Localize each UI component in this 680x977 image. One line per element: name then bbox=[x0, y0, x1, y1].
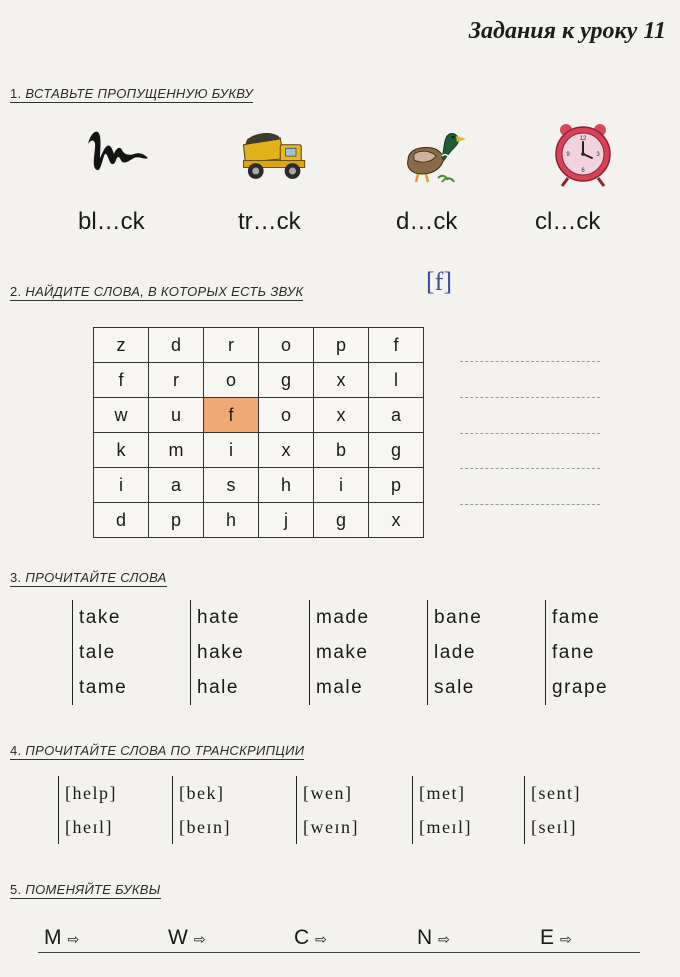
transcription-column bbox=[172, 776, 231, 844]
transcription: [wen] bbox=[303, 783, 353, 803]
word-black: bl…ck bbox=[78, 208, 145, 235]
arrow-right-icon: ⇨ bbox=[193, 931, 206, 947]
grid-cell: f bbox=[369, 328, 424, 363]
word: made bbox=[316, 607, 370, 628]
grid-cell: b bbox=[314, 433, 369, 468]
section-1-heading bbox=[10, 86, 253, 103]
arrow-right-icon: ⇨ bbox=[67, 931, 80, 947]
answer-line bbox=[460, 360, 600, 362]
transcription: [beɪn] bbox=[179, 817, 231, 837]
letter-item bbox=[44, 926, 79, 950]
section-2-heading bbox=[10, 284, 303, 301]
grid-cell: g bbox=[259, 363, 314, 398]
word-column bbox=[545, 600, 608, 705]
grid-cell: k bbox=[94, 433, 149, 468]
grid-row bbox=[94, 328, 424, 363]
grid-cell: f bbox=[94, 363, 149, 398]
grid-cell: i bbox=[94, 468, 149, 503]
word: sale bbox=[434, 677, 475, 698]
grid-cell: h bbox=[204, 503, 259, 538]
dump-truck-picture bbox=[240, 122, 310, 192]
word: grape bbox=[552, 677, 609, 698]
transcription: [meɪl] bbox=[419, 817, 472, 837]
grid-cell: o bbox=[259, 398, 314, 433]
word: tame bbox=[79, 677, 128, 698]
section-number: 2. bbox=[10, 284, 22, 299]
grid-row bbox=[94, 363, 424, 398]
letter-item bbox=[294, 926, 327, 950]
svg-text:6: 6 bbox=[581, 168, 585, 174]
word: bane bbox=[434, 607, 483, 628]
letter-grid bbox=[93, 327, 424, 538]
grid-cell: o bbox=[259, 328, 314, 363]
grid-cell: p bbox=[369, 468, 424, 503]
grid-cell: f bbox=[204, 398, 259, 433]
grid-cell: d bbox=[149, 328, 204, 363]
grid-cell: a bbox=[369, 398, 424, 433]
arrow-right-icon: ⇨ bbox=[315, 931, 327, 947]
grid-cell: x bbox=[314, 363, 369, 398]
section-5-heading bbox=[10, 882, 161, 899]
word-duck: d…ck bbox=[396, 208, 458, 235]
letter: N bbox=[417, 926, 433, 949]
grid-row bbox=[94, 398, 424, 433]
ink-blot-picture bbox=[82, 118, 152, 188]
section-title: ВСТАВЬТЕ ПРОПУЩЕННУЮ БУКВУ bbox=[25, 86, 254, 101]
section-number: 1. bbox=[10, 86, 22, 101]
word-column bbox=[72, 600, 127, 705]
transcription-column bbox=[524, 776, 581, 844]
transcription: [seɪl] bbox=[531, 817, 577, 837]
letter: C bbox=[294, 926, 310, 949]
transcription: [bek] bbox=[179, 783, 225, 803]
section-title: ПОМЕНЯЙТЕ БУКВЫ bbox=[25, 882, 161, 897]
grid-cell: x bbox=[259, 433, 314, 468]
word: lade bbox=[434, 642, 476, 663]
letter-item bbox=[417, 926, 450, 950]
word: hale bbox=[197, 677, 239, 698]
letter-grid-table bbox=[93, 327, 424, 538]
arrow-right-icon: ⇨ bbox=[560, 931, 572, 947]
grid-cell: z bbox=[94, 328, 149, 363]
transcription: [help] bbox=[65, 783, 117, 803]
grid-cell: i bbox=[314, 468, 369, 503]
word-truck: tr…ck bbox=[238, 208, 301, 235]
letter-item bbox=[540, 926, 572, 950]
grid-cell: j bbox=[259, 503, 314, 538]
transcription: [met] bbox=[419, 783, 466, 803]
grid-cell: g bbox=[369, 433, 424, 468]
word-column bbox=[427, 600, 482, 705]
svg-text:12: 12 bbox=[579, 136, 587, 142]
letter: W bbox=[168, 926, 188, 949]
transcription-column bbox=[58, 776, 117, 844]
section-title: ПРОЧИТАЙТЕ СЛОВА bbox=[25, 570, 167, 585]
svg-text:9: 9 bbox=[566, 152, 570, 158]
transcription-column bbox=[412, 776, 472, 844]
grid-cell: d bbox=[94, 503, 149, 538]
grid-cell: o bbox=[204, 363, 259, 398]
svg-text:3: 3 bbox=[596, 152, 600, 158]
word-column bbox=[190, 600, 244, 705]
transcription: [sent] bbox=[531, 783, 581, 803]
section-number: 5. bbox=[10, 882, 22, 897]
grid-cell: i bbox=[204, 433, 259, 468]
transcription-column bbox=[296, 776, 359, 844]
letter: E bbox=[540, 926, 555, 949]
grid-cell: l bbox=[369, 363, 424, 398]
word: tale bbox=[79, 642, 116, 663]
grid-cell: u bbox=[149, 398, 204, 433]
grid-row bbox=[94, 468, 424, 503]
grid-cell: x bbox=[369, 503, 424, 538]
section-3-heading bbox=[10, 570, 167, 587]
grid-cell: r bbox=[149, 363, 204, 398]
grid-row bbox=[94, 503, 424, 538]
grid-cell: r bbox=[204, 328, 259, 363]
grid-cell: p bbox=[314, 328, 369, 363]
section-number: 3. bbox=[10, 570, 22, 585]
grid-row bbox=[94, 433, 424, 468]
answer-line bbox=[460, 467, 600, 469]
word: hake bbox=[197, 642, 245, 663]
word: male bbox=[316, 677, 364, 698]
section-number: 4. bbox=[10, 743, 22, 758]
transcription: [heɪl] bbox=[65, 817, 113, 837]
answer-line bbox=[460, 503, 600, 505]
section-title: НАЙДИТЕ СЛОВА, В КОТОРЫХ ЕСТЬ ЗВУК bbox=[25, 284, 304, 299]
word: hate bbox=[197, 607, 240, 628]
word-clock: cl…ck bbox=[535, 208, 601, 235]
grid-cell: h bbox=[259, 468, 314, 503]
word: make bbox=[316, 642, 369, 663]
word: take bbox=[79, 607, 121, 628]
grid-cell: g bbox=[314, 503, 369, 538]
grid-cell: w bbox=[94, 398, 149, 433]
grid-cell: x bbox=[314, 398, 369, 433]
letter: M bbox=[44, 926, 62, 949]
page-title: Задания к уроку 11 bbox=[468, 18, 666, 44]
grid-cell: m bbox=[149, 433, 204, 468]
answer-line bbox=[38, 952, 640, 953]
grid-cell: p bbox=[149, 503, 204, 538]
section-title: ПРОЧИТАЙТЕ СЛОВА ПО ТРАНСКРИПЦИИ bbox=[25, 743, 305, 758]
target-sound: [f] bbox=[426, 267, 452, 296]
grid-cell: s bbox=[204, 468, 259, 503]
grid-cell: a bbox=[149, 468, 204, 503]
section-4-heading bbox=[10, 743, 304, 760]
answer-line bbox=[460, 432, 600, 434]
duck-picture bbox=[398, 120, 468, 190]
transcription: [weɪn] bbox=[303, 817, 359, 837]
letter-item bbox=[168, 926, 206, 950]
word-column bbox=[309, 600, 370, 705]
word: fane bbox=[552, 642, 595, 663]
arrow-right-icon: ⇨ bbox=[438, 931, 450, 947]
alarm-clock-picture bbox=[548, 118, 618, 188]
word: fame bbox=[552, 607, 601, 628]
answer-line bbox=[460, 396, 600, 398]
